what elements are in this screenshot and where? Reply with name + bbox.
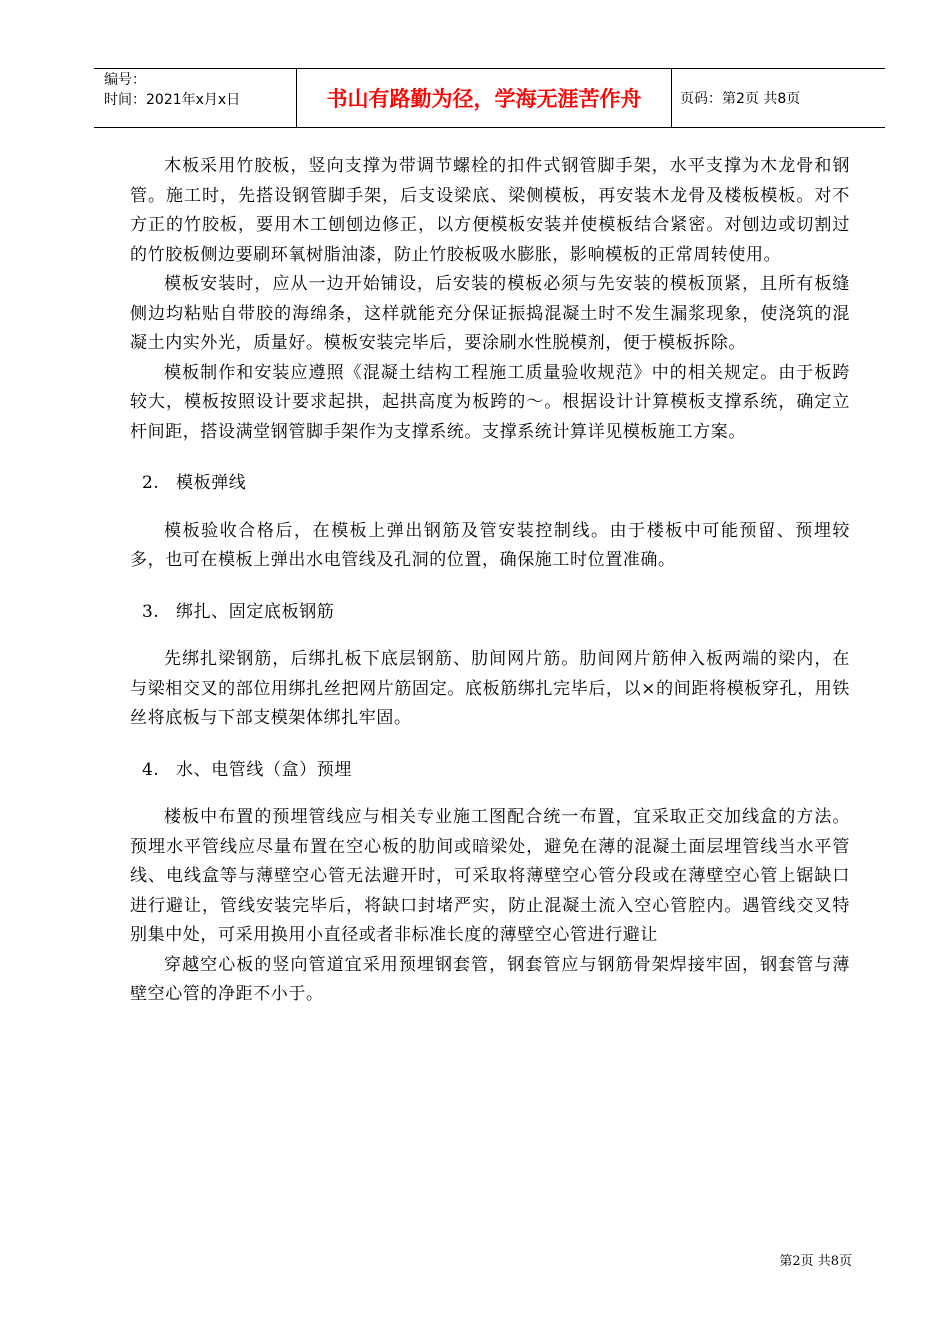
document-body	[130, 152, 850, 1010]
section-heading-4	[130, 756, 850, 786]
section-title: 绑扎、固定底板钢筋	[176, 601, 335, 622]
section-number: 2.	[142, 473, 160, 493]
header-page-info: 页码：第2页 共8页	[680, 91, 801, 107]
paragraph: 楼板中布置的预埋管线应与相关专业施工图配合统一布置，宜采取正交加线盒的方法。预埋水平管线应尽量布置在空心板的肋间或暗梁处，避免在薄的混凝土面层埋管线当水平管线、电线盒等与薄壁空心管无法避开时，可采取将薄壁空心管分段或在薄壁空心管上锯缺口进行避让，管线安装完毕后，将缺口封堵严实，防止混凝土流入空心管腔内。遇管线交叉特别集中处，可采用换用小直径或者非标准长度的薄壁空心管进行避让	[130, 807, 850, 945]
page-header	[94, 68, 885, 128]
paragraph: 模板制作和安装应遵照《混凝土结构工程施工质量验收规范》中的相关规定。由于板跨较大，模板按照设计要求起拱，起拱高度为板跨的～。根据设计计算模板支撑系统，确定立杆间距，搭设满堂钢管脚手架作为支撑系统。支撑系统计算详见模板施工方案。	[130, 362, 850, 442]
section-number: 3.	[142, 601, 160, 622]
section-heading-2	[130, 469, 850, 499]
section-heading-3	[130, 598, 850, 628]
header-motto: 书山有路勤为径，学海无涯苦作舟	[297, 69, 672, 127]
paragraph: 先绑扎梁钢筋，后绑扎板下底层钢筋、肋间网片筋。肋间网片筋伸入板两端的梁内，在与梁相交叉的部位用绑扎丝把网片筋固定。底板筋绑扎完毕后，以×的间距将模板穿孔，用铁丝将底板与下部支模架体绑扎牢固。	[130, 649, 850, 728]
paragraph: 木板采用竹胶板，竖向支撑为带调节螺栓的扣件式钢管脚手架，水平支撑为木龙骨和钢管。施工时，先搭设钢管脚手架，后支设梁底、梁侧模板，再安装木龙骨及楼板模板。对不方正的竹胶板，要用木工刨刨边修正，以方便模板安装并使模板结合紧密。对刨边或切割过的竹胶板侧边要刷环氧树脂油漆，防止竹胶板吸水膨胀，影响模板的正常周转使用。	[130, 156, 850, 265]
section-title: 模板弹线	[176, 473, 247, 493]
time-label: 时间：2021年x月x日	[104, 92, 241, 108]
paragraph: 模板安装时，应从一边开始铺设，后安装的模板必须与先安装的模板顶紧，且所有板缝侧边均粘贴自带胶的海绵条，这样就能充分保证振捣混凝土时不发生漏浆现象，使浇筑的混凝土内实外光，质量好。模板安装完毕后，要涂刷水性脱模剂，便于模板拆除。	[130, 274, 850, 353]
page-footer: 第2页 共8页	[779, 1254, 852, 1269]
paragraph: 模板验收合格后，在模板上弹出钢筋及管安装控制线。由于楼板中可能预留、预埋较多，也可在模板上弹出水电管线及孔洞的位置，确保施工时位置准确。	[130, 520, 850, 570]
paragraph: 穿越空心板的竖向管道宜采用预埋钢套管，钢套管应与钢筋骨架焊接牢固，钢套管与薄壁空心管的净距不小于。	[130, 954, 850, 1004]
header-meta-cell	[94, 69, 297, 127]
section-number: 4.	[142, 759, 160, 780]
section-title: 水、电管线（盒）预埋	[176, 759, 352, 780]
code-label: 编号：	[104, 72, 146, 88]
